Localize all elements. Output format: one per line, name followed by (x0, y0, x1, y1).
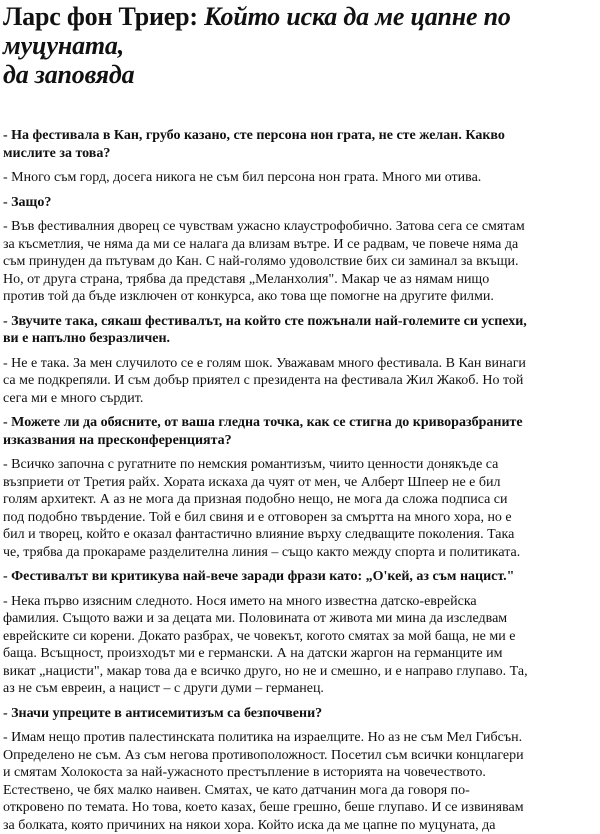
text-line: - Всичко започна с ругатните по немския романтизъм, чиито ценности донякъде са (3, 456, 600, 474)
text-line: за късметлия, че няма да ми се налага да влизам вътре. И се радвам, че повече няма да (3, 236, 600, 254)
text-line: - Защо? (3, 194, 600, 212)
interview-question (3, 414, 600, 449)
text-line: ви е напълно безразличен. (3, 330, 600, 348)
interview-question (3, 568, 600, 586)
text-line: - Имам нещо против палестинската политика на израелците. Но аз не съм Мел Гибсън. (3, 729, 600, 747)
title-quote-line-1: Който иска да ме цапне по муцуната, (3, 2, 511, 60)
text-line: фамилия. Същото важи и за децата ми. Половината от живота ми мина да изследвам (3, 610, 600, 628)
text-line: Естествено, че бях малко наивен. Смятах, че като датчанин мога да говоря по- (3, 782, 600, 800)
text-line: сега ми е много сърдит. (3, 390, 600, 408)
interview-answer (3, 218, 600, 306)
article-title (3, 2, 600, 89)
text-line: против той да бъде изключен от конкурса, ако това ще помогне на другите филми. (3, 288, 600, 306)
text-line: - Звучите така, сякаш фестивалът, на който сте пожънали най-големите си успехи, (3, 313, 600, 331)
text-line: викат „нацисти", макар това да е всичко друго, но не и смешно, и е направо глупаво. Та, (3, 663, 600, 681)
text-line: - Значи упреците в антисемитизъм са безпочвени? (3, 705, 600, 723)
text-line: - На фестивала в Кан, грубо казано, сте персона нон грата, не сте желан. Какво (3, 127, 600, 145)
text-line: че, трябва да прокараме разделителна линия – също както между спорта и политиката. (3, 544, 600, 562)
text-line: - Можете ли да обясните, от ваша гледна точка, как се стигна до криворазбраните (3, 414, 600, 432)
interview-answer (3, 456, 600, 561)
interview-answer (3, 355, 600, 408)
text-line: възприети от Третия райх. Хората искаха да чуят от мен, че Алберт Шпеер не е бил (3, 474, 600, 492)
interview-answer (3, 729, 600, 834)
text-line: съм принуден да пътувам до Кан. С най-голямо удоволствие бих си заминал за вкъщи. (3, 253, 600, 271)
interview-question (3, 313, 600, 348)
interview-question (3, 705, 600, 723)
text-line: аз не съм евреин, а нацист – с други думи – германец. (3, 680, 600, 698)
text-line: - Не е така. За мен случилото се е голям шок. Уважавам много фестивала. В Кан винаги (3, 355, 600, 373)
text-line: - Фестивалът ви критикува най-вече заради фрази като: „О'кей, аз съм нацист." (3, 568, 600, 586)
title-author: Ларс фон Триер: (3, 2, 204, 31)
text-line: еврейските си корени. Докато разбрах, че човекът, когото смятах за мой баща, не ми е (3, 628, 600, 646)
interview-answer (3, 169, 600, 187)
text-line: голям архитект. А аз не мога да призная подобно нещо, не мога да сложа подписа си (3, 491, 600, 509)
text-line: са ме подкрепяли. И съм добър приятел с президента на фестивала Жил Жакоб. Но той (3, 372, 600, 390)
text-line: и смятам Холокоста за най-ужасното престъпление в историята на човечеството. (3, 764, 600, 782)
text-line: откровено по темата. Но това, което казах, беше грешно, беше глупаво. И се извинявам (3, 799, 600, 817)
text-line: мислите за това? (3, 145, 600, 163)
text-line: за болката, която причиних на някои хора. Който иска да ме цапне по муцуната, да (3, 817, 600, 834)
text-line: бил и творец, който е оказал фантастично влияние върху следващите поколения. Така (3, 526, 600, 544)
title-quote-line-2: да заповяда (3, 60, 134, 89)
interview-question (3, 127, 600, 162)
text-line: Но, от друга страна, трябва да представя „Меланхолия". Макар че аз нямам нищо (3, 271, 600, 289)
article-body (3, 127, 600, 834)
interview-answer (3, 593, 600, 698)
text-line: изказвания на пресконференцията? (3, 432, 600, 450)
text-line: - Нека първо изясним следното. Нося името на много известна датско-еврейска (3, 593, 600, 611)
text-line: баща. Всъщност, произходът ми е германски. А на датски жаргон на германците им (3, 645, 600, 663)
text-line: - Във фестивалния дворец се чувствам ужасно клаустрофобично. Затова сега се смятам (3, 218, 600, 236)
interview-question (3, 194, 600, 212)
text-line: Определено не съм. Аз съм негова противоположност. Посетил съм всички концлагери (3, 747, 600, 765)
text-line: - Много съм горд, досега никога не съм бил персона нон грата. Много ми отива. (3, 169, 600, 187)
text-line: под подобно твърдение. Той е бил свиня и е отговорен за смъртта на много хора, но е (3, 509, 600, 527)
